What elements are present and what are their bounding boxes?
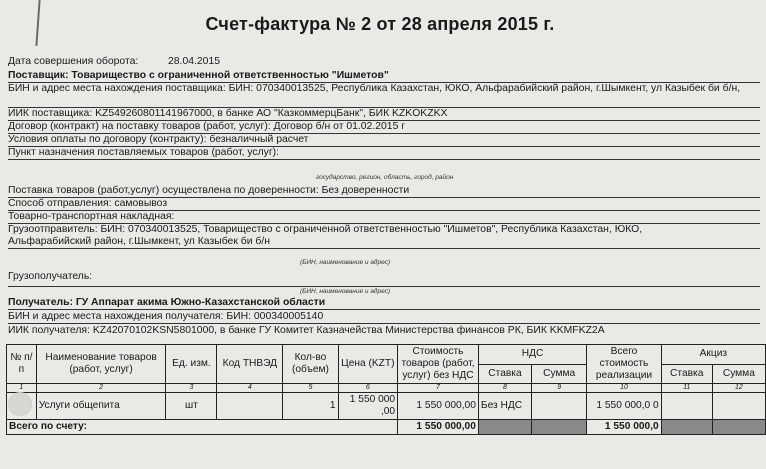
total-sum: 1 550 000,0 xyxy=(587,420,661,435)
col-price-header: Цена (KZT) xyxy=(338,345,398,384)
col-number: 6 xyxy=(338,384,398,393)
consignee-hint: (БИН, наименование и адрес) xyxy=(300,288,391,295)
col-vat-sum-header: Сумма xyxy=(532,364,587,384)
consignor: Грузоотправитель: БИН: 070340013525, Товарищество с ограниченной ответственностью "Ишметов", Республика Казахстан, ЮКО, Альфарабийский район, г.Шымкент, ул Казыбек би б/н xyxy=(8,224,760,249)
total-vat-sum-empty xyxy=(532,420,587,435)
row-excise-sum xyxy=(712,393,765,420)
col-code-header: Код ТНВЭД xyxy=(217,345,283,384)
total-label: Всего по счету: xyxy=(7,420,398,435)
col-number: 3 xyxy=(166,384,217,393)
col-qty-header: Кол-во (объем) xyxy=(283,345,338,384)
col-vat-header: НДС xyxy=(478,345,586,365)
col-unit-header: Ед. изм. xyxy=(166,345,217,384)
total-excise-sum-empty xyxy=(712,420,765,435)
invoice-title: Счет-фактура № 2 от 28 апреля 2015 г. xyxy=(205,14,555,34)
row-code xyxy=(217,393,283,420)
pen-mark xyxy=(35,0,40,46)
col-number: 12 xyxy=(712,384,765,393)
col-name-header: Наименование товаров (работ, услуг) xyxy=(36,345,166,384)
row-cost: 1 550 000,00 xyxy=(398,393,479,420)
invoice-table xyxy=(6,344,766,435)
col-number: 4 xyxy=(217,384,283,393)
total-row xyxy=(7,420,766,435)
row-qty: 1 xyxy=(283,393,338,420)
row-vat-sum xyxy=(532,393,587,420)
row-unit: шт xyxy=(166,393,217,420)
total-vat-rate-empty xyxy=(478,420,531,435)
col-excise-rate-header: Ставка xyxy=(661,364,712,384)
col-excise-sum-header: Сумма xyxy=(712,364,765,384)
column-number-row xyxy=(7,384,766,393)
supplier-attorney: Поставка товаров (работ,услуг) осуществлена по доверенности: Без доверенности xyxy=(8,185,760,198)
recipient-iik: ИИК получателя: KZ42070102KSN5801000, в банке ГУ Комитет Казначейства Министерства финансов РК, БИК KKMFKZ2A xyxy=(8,325,605,336)
col-excise-header: Акциз xyxy=(661,345,765,365)
supplier-bin-address: БИН и адрес места нахождения поставщика: БИН: 070340013525, Республика Казахстан, ЮКО, Альфарабийский район, г.Шымкент, ул Казыбек би б/н, xyxy=(8,83,760,108)
supplier-contract: Договор (контракт) на поставку товаров (работ, услуг): Договор б/н от 01.02.2015 г xyxy=(8,121,760,134)
supplier-waybill: Товарно-транспортная накладная: xyxy=(8,211,760,224)
consignor-hint: (БИН, наименование и адрес) xyxy=(300,259,391,266)
supplier-name: Поставщик: Товарищество с ограниченной ответственностью "Ишметов" xyxy=(8,70,760,83)
destination-hint: государство, регион, область, город, район xyxy=(316,174,454,181)
col-number: 10 xyxy=(587,384,661,393)
table-row xyxy=(7,393,766,420)
col-number: 7 xyxy=(398,384,479,393)
total-excise-rate-empty xyxy=(661,420,712,435)
col-number: 2 xyxy=(36,384,166,393)
col-number: 1 xyxy=(7,384,37,393)
col-vat-rate-header: Ставка xyxy=(478,364,531,384)
row-excise-rate xyxy=(661,393,712,420)
turnover-date-line xyxy=(8,56,760,68)
recipient-name: Получатель: ГУ Аппарат акима Южно-Казахстанской области xyxy=(8,297,760,310)
turnover-date-label: Дата совершения оборота: xyxy=(8,56,139,67)
supplier-shipping: Способ отправления: самовывоз xyxy=(8,198,760,211)
row-vat-rate: Без НДС xyxy=(478,393,531,420)
col-number: 5 xyxy=(283,384,338,393)
col-number: 9 xyxy=(532,384,587,393)
recipient-bin-address: БИН и адрес места нахождения получателя: БИН: 000340005140 xyxy=(8,311,760,324)
punch-hole xyxy=(8,392,32,416)
col-num-header: № п/п xyxy=(7,345,37,384)
consignee: Грузополучатель: xyxy=(8,268,760,287)
row-total: 1 550 000,0 0 xyxy=(587,393,661,420)
supplier-iik: ИИК поставщика: KZ549260801141967000, в банке АО "КазкоммерцБанк", БИК KZKOKZKX xyxy=(8,108,760,121)
row-name: Услуги общепита xyxy=(36,393,166,420)
row-price: 1 550 000 ,00 xyxy=(338,393,398,420)
table-header-row xyxy=(7,345,766,365)
col-number: 8 xyxy=(478,384,531,393)
supplier-payment: Условия оплаты по договору (контракту): безналичный расчет xyxy=(8,134,760,147)
supplier-destination: Пункт назначения поставляемых товаров (работ, услуг): xyxy=(8,147,760,160)
total-cost: 1 550 000,00 xyxy=(398,420,479,435)
col-cost-header: Стоимость товаров (работ, услуг) без НДС xyxy=(398,345,479,384)
col-total-header: Всего стоимость реализации xyxy=(587,345,661,384)
turnover-date-value: 28.04.2015 xyxy=(168,56,221,67)
col-number: 11 xyxy=(661,384,712,393)
